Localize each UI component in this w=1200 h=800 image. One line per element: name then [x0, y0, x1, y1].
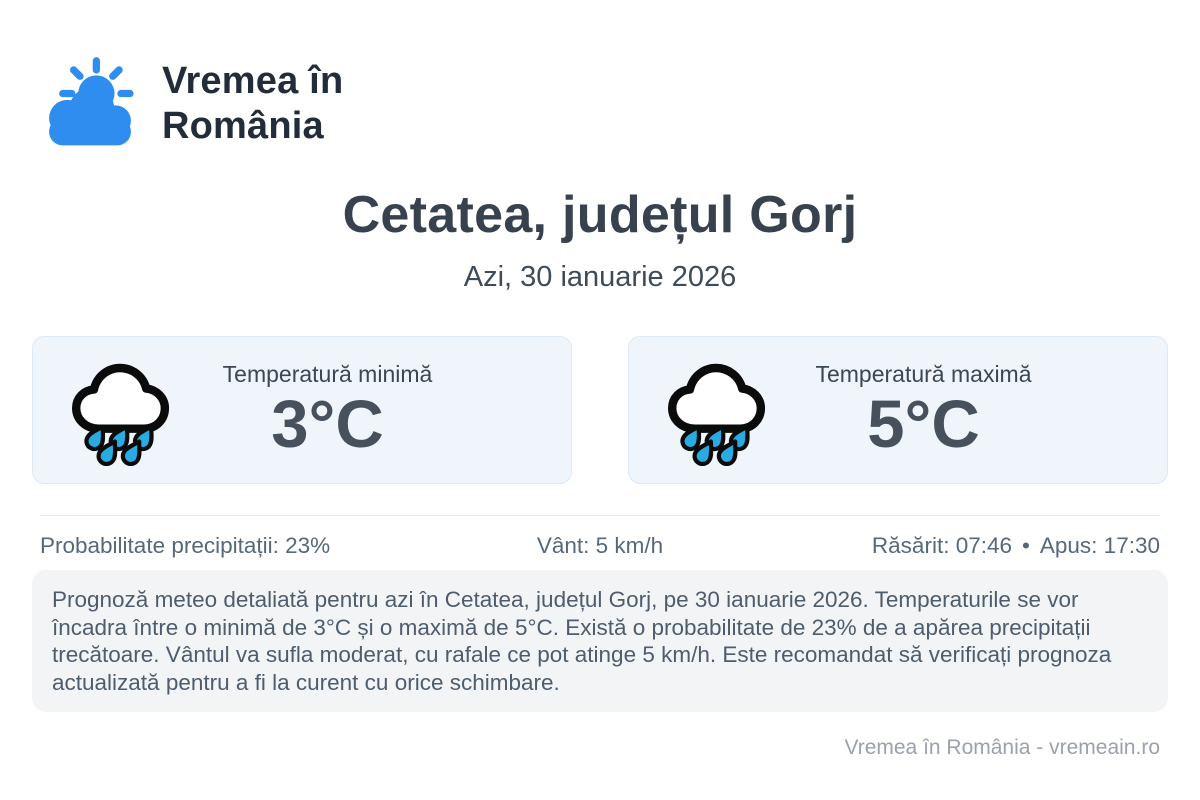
max-temperature-label: Temperatură maximă — [815, 360, 1032, 387]
date-subtitle: Azi, 30 ianuarie 2026 — [463, 261, 737, 293]
min-temperature-text — [179, 360, 531, 462]
min-temperature-label: Temperatură minimă — [222, 360, 433, 387]
rain-cloud-icon — [659, 354, 775, 466]
precipitation-stat: Probabilitate precipitații: 23% — [40, 533, 331, 558]
min-temperature-value: 3°C — [271, 386, 384, 462]
logo-line2: România — [162, 105, 324, 147]
min-temperature-card — [32, 336, 572, 484]
logo-line1: Vremea în — [162, 60, 344, 103]
rain-cloud-icon — [63, 354, 179, 466]
forecast-text: Prognoză meteo detaliată pentru azi în Cetatea, județul Gorj, pe 30 ianuarie 2026. Temperaturile se vor încadra între o minimă de 3°C și o maximă de 5°C. Există o probabilitate de 23% de a apărea precipitații trecătoare. Vântul va sufla moderat, cu rafale ce pot atinge 5 km/h. Este recomandat să verificați prognoza actualizată pentru a fi la curent cu orice schimbare. — [32, 570, 1168, 712]
max-temperature-card — [628, 336, 1168, 484]
logo-wordmark — [162, 59, 343, 149]
wind-stat: Vânt: 5 km/h — [536, 533, 664, 558]
temperature-cards — [32, 336, 1168, 484]
sunrise-stat: Răsărit: 07:46 — [871, 533, 1012, 558]
header — [40, 53, 1168, 155]
bullet-separator: • — [1022, 533, 1030, 558]
sun-behind-cloud-icon — [40, 54, 140, 154]
page-title: Cetatea, județul Gorj — [342, 186, 858, 244]
max-temperature-text — [775, 360, 1127, 462]
sunset-stat: Apus: 17:30 — [1039, 533, 1160, 558]
footer-credit: Vremea în România - vremeain.ro — [844, 736, 1160, 759]
stats-row — [40, 515, 1160, 559]
sun-times-stat — [787, 533, 1160, 559]
max-temperature-value: 5°C — [867, 386, 980, 462]
